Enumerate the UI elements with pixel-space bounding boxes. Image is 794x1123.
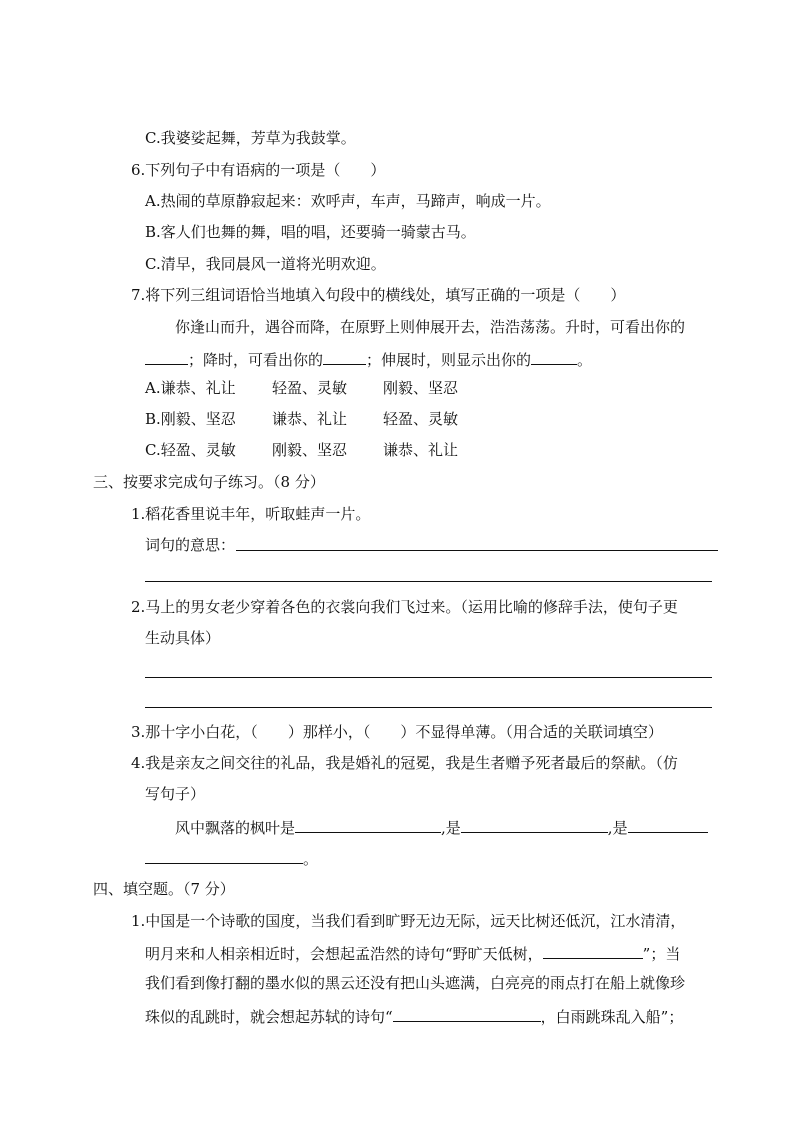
fill-blank[interactable]: [295, 816, 441, 833]
exam-page: C.我婆娑起舞，芳草为我鼓掌。 6.下列句子中有语病的一项是（ ） A.热闹的草原静寂起来：欢呼声，车声，马蹄声，响成一片。 B.客人们也舞的舞，唱的唱，还要骑一骑蒙古马。 C.清早，我同晨风一道将光明欢迎。 7.将下列三组词语恰当地填入句段中的横线处，填写正确的一项是（ ） 你逢山而升，遇谷而降，在原野上则伸展开去，浩浩荡荡。升时，可看出你的 ；降时，可看出你的 ；伸展时，则显示出你的 。 A.谦恭、礼让 轻盈、灵敏 刚毅、坚忍 B.刚毅、坚忍 谦恭、礼让 轻盈、灵敏 C.轻盈、灵敏 刚毅、坚忍 谦恭、礼让 三、按要求完成句子练习。（8 分） 1.稻花香里说丰年，听取蛙声一片。 词句的意思： 2.马上的男女老少穿着各色的衣裳向我们飞过来。（运用比喻的修辞手法，使句子更 生动具体） 3.那十字小白花，（ ）那样小，（ ）不显得单薄。（用合适的关联词填空） 4.我是亲友之间交往的礼品，我是婚礼的冠冕，我是生者赠予死者最后的祭献。（仿 写句子） 风中飘落的枫叶是 ,是 ,是 。 四、填空题。（7 分） 1.中国是一个诗歌的国度，当我们看到旷野无边无际，远天比树还低沉，江水清清， 明月来和人相亲相近时，会想起孟浩然的诗句“野旷天低树， ”；当 我们看到像打翻的墨水似的黑云还没有把山头遮满，白亮亮的雨点打在船上就像珍 珠似的乱跳时，就会想起苏轼的诗句“ ，白雨跳珠乱入船”；: [0, 0, 794, 1123]
s4-q1-line4: 珠似的乱跳时，就会想起苏轼的诗句“ ，白雨跳珠乱入船”；: [145, 1005, 683, 1027]
fill-blank[interactable]: [145, 847, 303, 864]
answer-line[interactable]: [145, 707, 712, 708]
fill-blank[interactable]: [531, 348, 577, 365]
q6-option-c: C.清早，我同晨风一道将光明欢迎。: [145, 255, 386, 273]
q7-passage-line1: 你逢山而升，遇谷而降，在原野上则伸展开去，浩浩荡荡。升时，可看出你的: [175, 318, 686, 336]
fill-blank[interactable]: [393, 1005, 541, 1022]
s3-q2-line1: 2.马上的男女老少穿着各色的衣裳向我们飞过来。（运用比喻的修辞手法，使句子更: [131, 598, 678, 616]
answer-line[interactable]: [145, 581, 712, 582]
answer-line[interactable]: [145, 677, 712, 678]
s3-q2-line2: 生动具体）: [145, 629, 221, 647]
s3-q4-end: 。: [145, 847, 318, 869]
s3-q1-sentence: 1.稻花香里说丰年，听取蛙声一片。: [131, 505, 371, 523]
q7-passage-line2: ；降时，可看出你的 ；伸展时，则显示出你的 。: [145, 348, 592, 370]
s4-q1-line3: 我们看到像打翻的墨水似的黑云还没有把山头遮满，白亮亮的雨点打在船上就像珍: [145, 974, 686, 992]
fill-blank[interactable]: [323, 348, 366, 365]
fill-blank[interactable]: [543, 942, 643, 959]
s3-q3: 3.那十字小白花，（ ）那样小，（ ）不显得单薄。（用合适的关联词填空）: [131, 723, 663, 741]
q6-stem: 6.下列句子中有语病的一项是（ ）: [131, 161, 386, 179]
s3-q4-imitation: 风中飘落的枫叶是 ,是 ,是: [175, 816, 708, 838]
fill-blank[interactable]: [628, 816, 708, 833]
s4-q1-line2: 明月来和人相亲相近时，会想起孟浩然的诗句“野旷天低树， ”；当: [145, 942, 680, 964]
q7-stem: 7.将下列三组词语恰当地填入句段中的横线处，填写正确的一项是（ ）: [131, 286, 626, 304]
s3-q1-prompt: 词句的意思：: [145, 536, 236, 554]
section4-heading: 四、填空题。（7 分）: [93, 880, 235, 898]
s3-q4-line1: 4.我是亲友之间交往的礼品，我是婚礼的冠冕，我是生者赠予死者最后的祭献。（仿: [131, 754, 678, 772]
answer-line[interactable]: [236, 550, 718, 551]
s4-q1-line1: 1.中国是一个诗歌的国度，当我们看到旷野无边无际，远天比树还低沉，江水清清，: [131, 912, 686, 930]
fill-blank[interactable]: [145, 348, 188, 365]
q6-option-b: B.客人们也舞的舞，唱的唱，还要骑一骑蒙古马。: [145, 223, 476, 241]
s3-q4-line2: 写句子）: [145, 785, 206, 803]
q5-option-c: C.我婆娑起舞，芳草为我鼓掌。: [145, 129, 356, 147]
section3-heading: 三、按要求完成句子练习。（8 分）: [93, 473, 325, 491]
fill-blank[interactable]: [461, 816, 608, 833]
q6-option-a: A.热闹的草原静寂起来：欢呼声，车声，马蹄声，响成一片。: [145, 192, 551, 210]
